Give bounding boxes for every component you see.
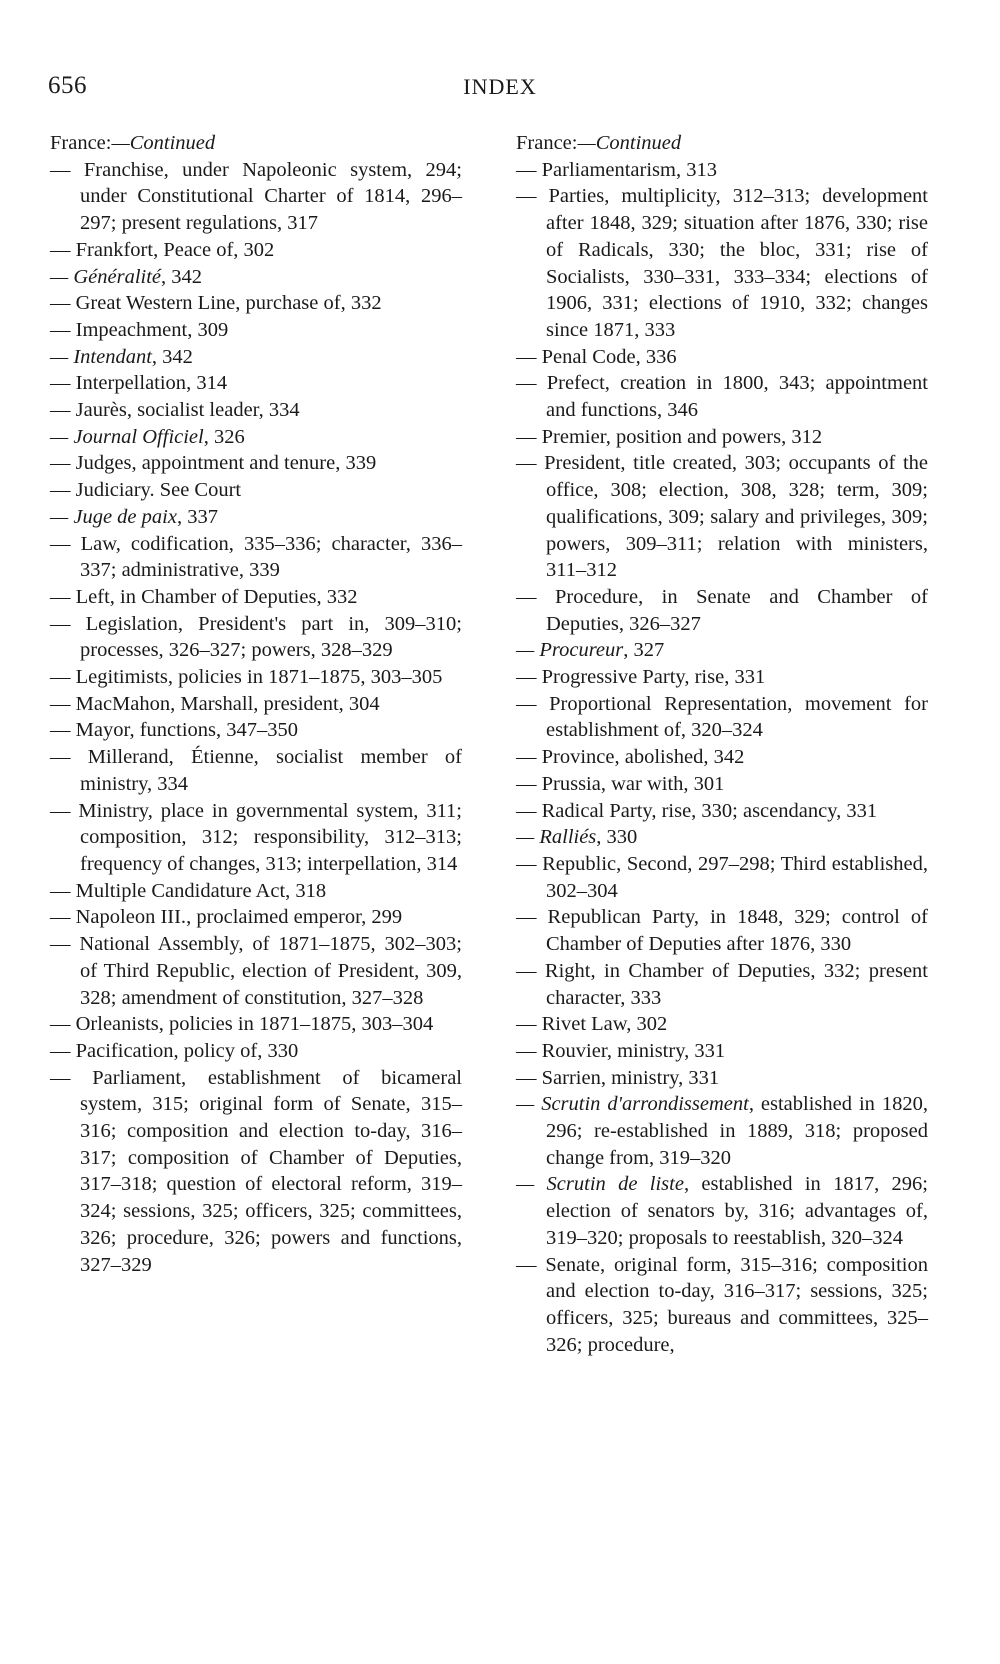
index-entry [516,424,928,451]
entry-heading: — Scrutin de liste [516,1173,684,1196]
heading-note: —Continued [111,132,216,154]
index-entry [50,450,462,477]
entry-references: , policies in 1871–1875, 303–304 [158,1013,434,1036]
entry-heading: — Legislation [50,612,178,635]
index-entry [516,798,928,825]
entry-heading: — National Assembly [50,933,239,956]
index-entry [50,344,462,371]
index-entry [50,424,462,451]
entry-heading: — Right [516,959,591,982]
index-entry [516,824,928,851]
entry-references: , rise, 331 [684,666,766,689]
index-entry [516,157,928,184]
entry-heading: — Procureur [516,639,624,662]
entry-references: , 313 [675,158,717,181]
entry-references: , policies in 1871–1875, 303–305 [167,666,443,689]
entry-heading: — Intendant [50,345,152,368]
entry-references: , establishment of bicameral system, 315; original form of Senate, 315–316; composition and election to-day, 316–317; composition of Chamber of Deputies, 317–318; question of electoral reform, 319–324; sessions, 325; officers, 325; committees, 326; procedure, 326; powers and functions, 327–329 [80,1066,462,1276]
index-entry [516,370,928,423]
index-entry [50,531,462,584]
entry-heading: — Penal Code [516,345,636,368]
entry-references: , war with, 301 [600,772,725,795]
index-entry [516,958,928,1011]
entry-heading: — Orleanists [50,1013,159,1036]
entry-references: , movement for establishment of, 320–324 [546,692,928,742]
entry-heading: — Rouvier [516,1039,607,1062]
index-entry [50,717,462,744]
entry-references: , under Napoleonic system, 294; under Constitutional Charter of 1814, 296–297; present regulations, 317 [80,158,463,235]
entry-references: , 337 [176,505,218,528]
entry-references: , multiplicity, 312–313; development after 1848, 329; situation after 1876, 330; rise of Radicals, 330; the bloc, 331; rise of Socialists, 330–331, 333–334; elections of 1906, 331; elections of 1910, 332; changes since 1871, 333 [546,185,928,341]
index-entry [50,664,462,691]
entry-references: , President's part in, 309–310; processes, 326–327; powers, 328–329 [80,612,462,662]
index-entry [516,664,928,691]
entry-references: , 309 [187,318,229,341]
entry-heading: — Mayor [50,719,130,742]
entry-references: , 302 [626,1013,668,1036]
index-entry [50,290,462,317]
entry-references: , in Senate and Chamber of Deputies, 326–327 [546,585,928,635]
entry-references: , rise, 330; ascendancy, 331 [651,799,878,822]
entry-heading: — Multiple Candidature Act [50,879,286,902]
entry-references: , policy of, 330 [173,1039,299,1062]
entry-heading: — Prefect [516,372,605,395]
entry-heading: — Franchise [50,158,164,181]
entry-references: , socialist leader, 334 [126,399,300,422]
index-entry [50,477,462,504]
entry-references: , ministry, 331 [600,1066,720,1089]
index-entry [50,584,462,611]
entry-heading: — Procedure [516,585,639,608]
entry-heading: — Impeachment [50,318,188,341]
entry-references: , 314 [186,372,228,395]
continued-heading [50,130,462,157]
entry-references: , 342 [151,345,193,368]
entry-heading: — Interpellation [50,372,187,395]
index-entry [516,1252,928,1359]
entry-references: , Étienne, socialist member of ministry, 334 [80,746,463,795]
entry-heading: — Ralliés [516,826,597,849]
entry-heading: — Republic [516,852,617,875]
entry-references: , position and powers, 312 [605,425,823,448]
entry-references: , in Chamber of Deputies, 332; present character, 333 [546,959,928,1009]
entry-heading: — President [516,452,621,475]
entry-heading: — Parties [516,185,605,208]
entry-heading: — Great Western Line [50,292,236,315]
index-entry [50,237,462,264]
index-entry [516,450,928,584]
index-entry [50,504,462,531]
index-entry [516,904,928,957]
entry-references: , purchase of, 332 [235,292,382,315]
entry-references: , Marshall, president, 304 [170,692,380,715]
entry-references: , in Chamber of Deputies, 332 [109,585,358,608]
index-entry [50,264,462,291]
index-entry [50,878,462,905]
entry-references: , in 1848, 329; control of Chamber of Deputies after 1876, 330 [546,906,928,956]
entry-heading: — Ministry [50,799,148,822]
entry-heading: — Premier [516,425,606,448]
entry-references: , 327 [623,639,665,662]
index-entry [50,611,462,664]
entry-heading: — Généralité [50,265,162,288]
index-entry [516,1171,928,1251]
entry-references: , title created, 303; occupants of the office, 308; election, 308, 328; term, 309; qualifications, 309; salary and privileges, 309; powers, 309–311; relation with ministers, 311–312 [546,452,928,582]
index-entry [50,157,462,237]
entry-references: , abolished, 342 [614,746,745,769]
index-entry [516,1091,928,1171]
entry-heading: — Parliamentarism [516,158,676,181]
index-entries [50,157,462,1279]
index-entry [50,904,462,931]
entry-references: , ministry, 331 [606,1039,726,1062]
entry-heading: — MacMahon [50,692,171,715]
entry-heading: — Napoleon III. [50,906,187,929]
entry-references: , original form, 315–316; composition and election to-day, 316–317; sessions, 325; officers, 325; bureaus and committees, 325–326; procedure, [546,1253,928,1356]
entry-heading: — Judiciary [50,479,150,502]
index-entry [516,584,928,637]
entry-heading: — Left [50,585,110,608]
entry-references: , functions, 347–350 [129,719,299,742]
index-column-right [516,130,928,1358]
entry-references: , creation in 1800, 343; appointment and functions, 346 [546,372,928,422]
entry-heading: — Frankfort [50,238,154,261]
entry-references: , 330 [596,826,638,849]
index-entry [516,1038,928,1065]
index-entries [516,157,928,1359]
entry-references: , of 1871–1875, 302–303; of Third Republic, election of President, 309, 328; amendment of constitution, 327–328 [80,933,462,1009]
entry-heading: — Scrutin d'arrondissement [516,1093,749,1116]
entry-heading: — Juge de paix [50,505,177,528]
index-entry [516,744,928,771]
entry-heading: — Progressive Party [516,666,685,689]
index-entry [50,1038,462,1065]
index-entry [516,771,928,798]
index-entry [50,317,462,344]
index-entry [50,1065,462,1279]
entry-heading: — Jaurès [50,399,127,422]
index-entry [516,344,928,371]
index-entry [516,851,928,904]
index-entry [50,798,462,878]
heading-term: France: [50,132,112,154]
entry-heading: — Millerand [50,746,169,769]
entry-references: , place in governmental system, 311; composition, 312; responsibility, 312–313; frequency of changes, 313; interpellation, 314 [80,799,462,875]
running-head: INDEX [463,74,537,99]
page-number: 656 [48,72,87,99]
entry-references: , Peace of, 302 [153,238,275,261]
entry-heading: — Province [516,746,615,769]
entry-heading: — Judges [50,452,132,475]
index-entry [50,744,462,797]
entry-references: , 336 [635,345,677,368]
entry-heading: — Prussia [516,772,601,795]
index-entry [50,370,462,397]
entry-references: . See Court [149,479,242,502]
entry-references: , established in 1820, 296; re-established in 1889, 318; proposed change from, 319–320 [546,1093,928,1169]
index-entry [50,397,462,424]
index-entry [516,183,928,343]
index-entry [516,691,928,744]
entry-heading: — Sarrien [516,1066,601,1089]
index-entry [50,691,462,718]
entry-references: , codification, 335–336; character, 336–337; administrative, 339 [80,532,462,582]
entry-references: , proclaimed emperor, 299 [186,906,403,929]
entry-heading: — Pacification [50,1039,174,1062]
entry-heading: — Proportional Representation [516,692,788,715]
entry-references: , 318 [285,879,327,902]
entry-heading: — Law [50,532,116,555]
entry-heading: — Radical Party [516,799,652,822]
entry-references: , 326 [203,425,245,448]
entry-heading: — Republican Party [516,906,694,929]
index-entry [516,1065,928,1092]
entry-references: , Second, 297–298; Third established, 302–304 [546,852,928,902]
entry-heading: — Parliament [50,1066,182,1089]
entry-heading: — Rivet Law [516,1013,627,1036]
heading-term: France: [516,132,578,154]
entry-heading: — Legitimists [50,666,168,689]
entry-heading: — Senate [516,1253,600,1276]
entry-references: , established in 1817, 296; election of senators by, 316; advantages of, 319–320; proposals to reestablish, 320–324 [546,1173,928,1249]
index-entry [516,637,928,664]
index-entry [50,1011,462,1038]
index-entry [50,931,462,1011]
entry-references: , appointment and tenure, 339 [131,452,377,475]
index-column-left [50,130,462,1278]
entry-references: , 342 [161,265,203,288]
index-entry [516,1011,928,1038]
continued-heading [516,130,928,157]
entry-heading: — Journal Officiel [50,425,204,448]
heading-note: —Continued [577,132,682,154]
